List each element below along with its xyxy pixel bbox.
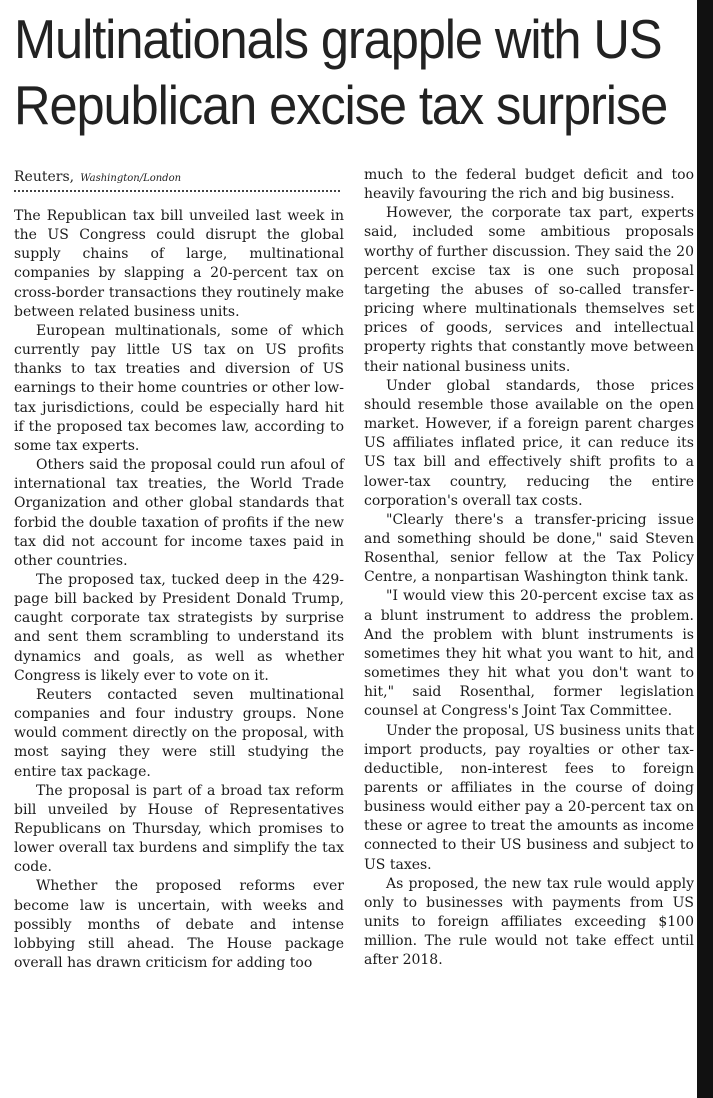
byline <box>14 167 349 189</box>
paragraph: Reuters contacted seven multinational companies and four industry groups. None would comment directly on the proposal, with most saying they were still studying the entire tax package. <box>14 686 344 780</box>
paragraph: European multinationals, some of which currently pay little US tax on US profits thanks to tax treaties and diversion of US earnings to their home countries or other low-tax jurisdictions, could be especially hard hit if the proposed tax becomes law, according to some tax experts. <box>14 322 344 454</box>
byline-location: Washington/London <box>80 173 182 184</box>
scan-edge-strip <box>697 0 713 1098</box>
byline-source: Reuters, <box>14 169 75 185</box>
paragraph: Others said the proposal could run afoul of international tax treaties, the World Trade Organization and other global standards that forbid the double taxation of profits if the new tax did not account for income taxes paid in other countries. <box>14 457 344 569</box>
paragraph: "I would view this 20-percent excise tax as a blunt instrument to address the problem. And the problem with blunt instruments is sometimes they hit what you want to hit, and sometimes they hit what you don't want to hit," said Rosenthal, former legislation counsel at Congress's Joint Tax Committee. <box>364 588 694 720</box>
paragraph: However, the corporate tax part, experts said, included some ambitious proposals worthy of further discussion. They said the 20 percent excise tax is one such proposal targeting the abuses of so-called transfer-pricing where multinationals themselves set prices of goods, services and intellectual property rights that constantly move between their national business units. <box>364 205 694 375</box>
headline <box>14 6 668 138</box>
article-column-left <box>14 207 344 973</box>
dotted-divider <box>14 190 340 192</box>
paragraph: The proposal is part of a broad tax reform bill unveiled by House of Representatives Republicans on Thursday, which promises to lower overall tax burdens and simplify the tax code. <box>14 782 344 876</box>
paragraph: much to the federal budget deficit and too heavily favouring the rich and big business. <box>364 167 694 203</box>
headline-line-1: Multinationals grapple with US <box>14 8 662 70</box>
article-column-right <box>364 166 694 971</box>
paragraph: As proposed, the new tax rule would apply only to businesses with payments from US units to foreign affiliates exceeding $100 million. The rule would not take effect until after 2018. <box>364 875 694 969</box>
paragraph: The proposed tax, tucked deep in the 429-page bill backed by President Donald Trump, caught corporate tax strategists by surprise and sent them scrambling to understand its dynamics and goals, as well as whether Congress is likely ever to vote on it. <box>14 571 344 684</box>
headline-line-2: Republican excise tax surprise <box>14 74 668 136</box>
paragraph: Whether the proposed reforms ever become law is uncertain, with weeks and possibly months of debate and intense lobbying still ahead. The House package overall has drawn criticism for adding too <box>14 878 344 972</box>
paragraph: Under global standards, those prices should resemble those available on the open market. However, if a foreign parent charges US affiliates inflated price, it can reduce its US tax bill and effectively shift profits to a lower-tax country, reducing the entire corporation's overall tax costs. <box>364 377 694 509</box>
paragraph: Under the proposal, US business units that import products, pay royalties or other tax-deductible, non-interest fees to foreign parents or affiliates in the course of doing business would either pay a 20-percent tax on these or agree to treat the amounts as income connected to their US business and subject to US taxes. <box>364 722 694 873</box>
paragraph: The Republican tax bill unveiled last week in the US Congress could disrupt the global supply chains of large, multinational companies by slapping a 20-percent tax on cross-border transactions they routinely make between related business units. <box>14 208 344 320</box>
paragraph: "Clearly there's a transfer-pricing issue and something should be done," said Steven Rosenthal, senior fellow at the Tax Policy Centre, a nonpartisan Washington think tank. <box>364 511 694 586</box>
